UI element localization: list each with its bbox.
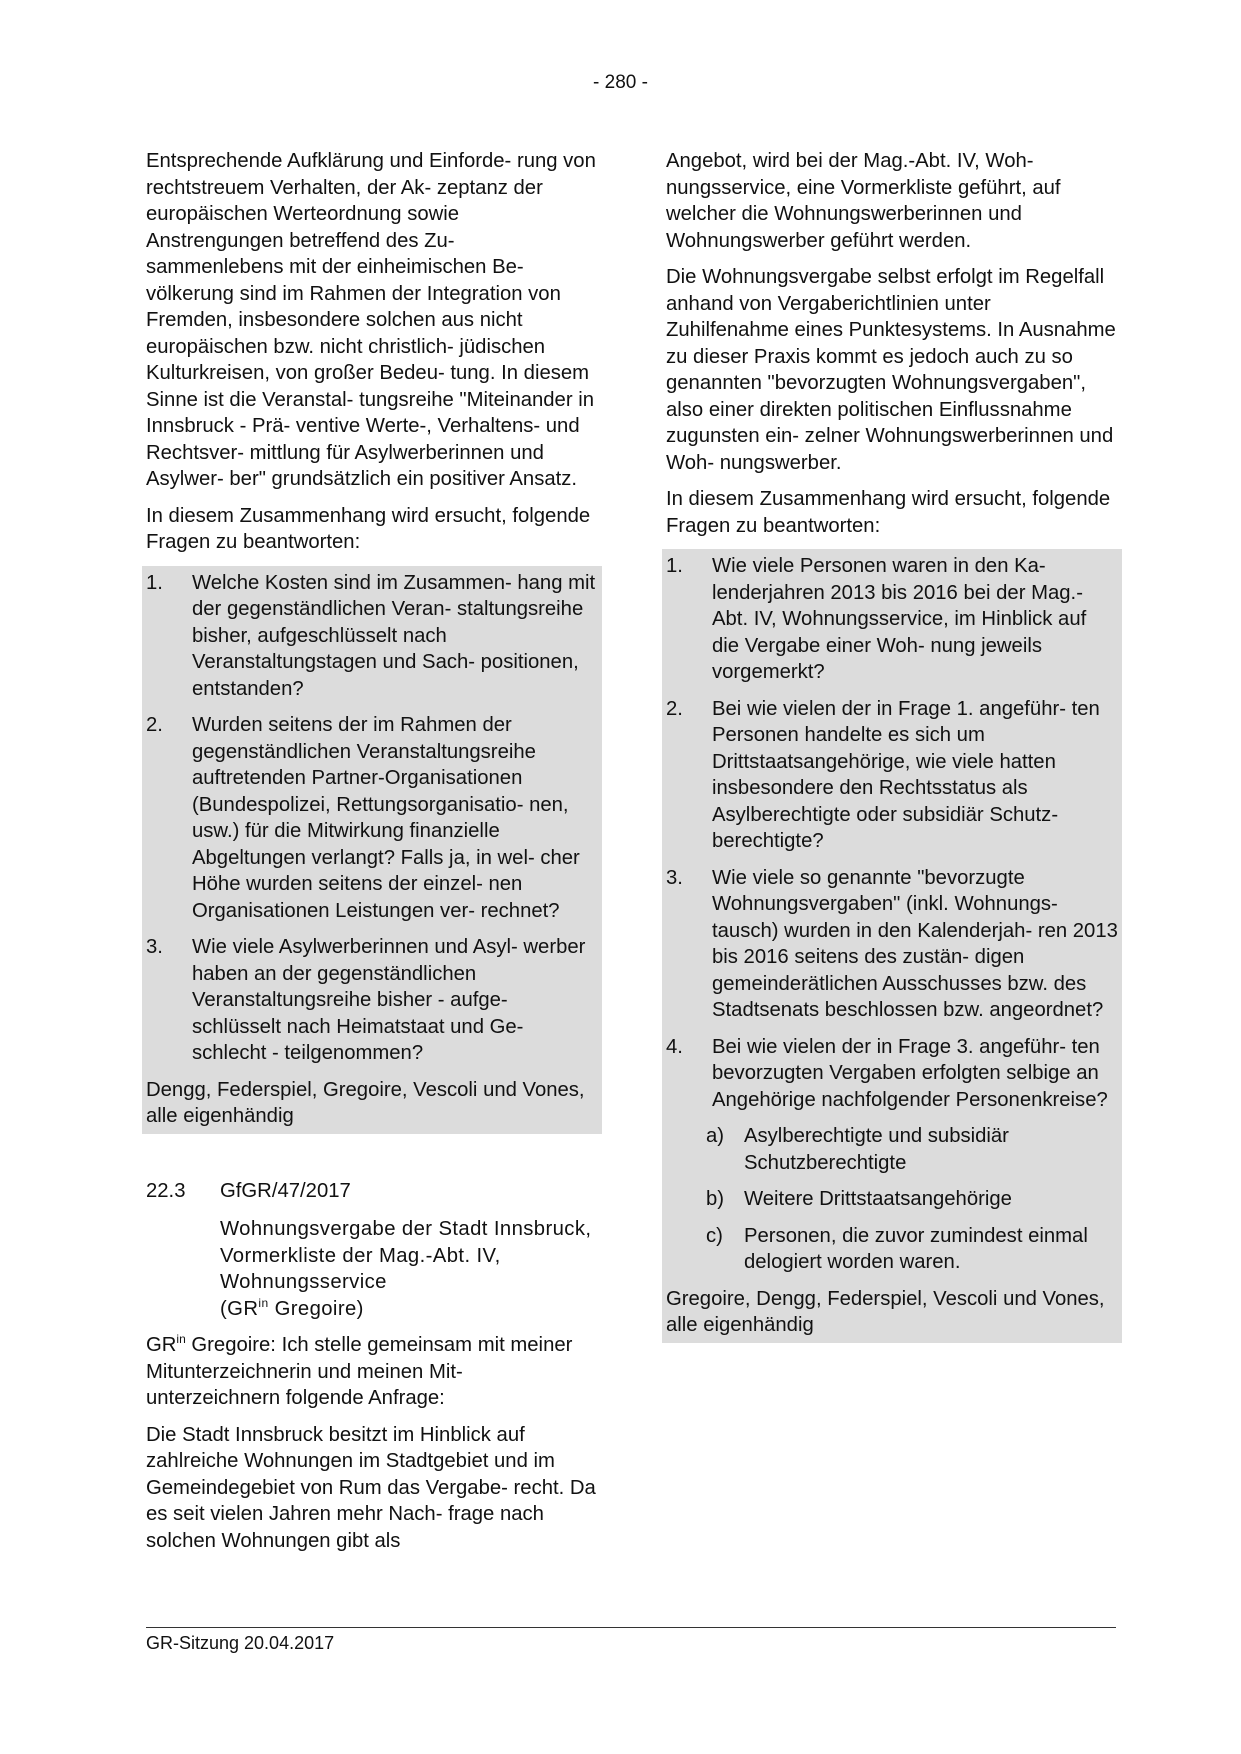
request-paragraph: In diesem Zusammenhang wird ersucht, folgende Fragen zu beantworten: [666, 488, 1111, 537]
question-text: Bei wie vielen der in Frage 1. angeführ- ten Personen handelte es sich um Drittstaatsangehörige, wie viele hatten insbesondere den Rechtsstatus als Asylberechtigte oder subsidiär Schutz- berechtigte? [712, 697, 1100, 852]
left-column [146, 148, 596, 1564]
question-number: 3. [146, 936, 163, 958]
question-item [666, 553, 1118, 686]
question-item [146, 712, 598, 924]
sub-item-text: Personen, die zuvor zumindest einmal delogiert worden waren. [744, 1224, 1088, 1273]
speaker-gr: GR [146, 1334, 177, 1356]
intro-paragraph: Entsprechende Aufklärung und Einforde- rung von rechtstreuem Verhalten, der Ak- zeptanz der europäischen Werteordnung sowie Anstrengungen betreffend des Zu- sammenlebens mit der einheimischen Be- völkerung sind im Rahmen der Integration von Fremden, insbesondere solchen aus nicht europäischen bzw. nicht christlich- jüdischen Kulturkreisen, von großer Bedeu- tung. In diesem Sinne ist die Veranstal- tungsreihe "Miteinander in Innsbruck - Prä- ventive Werte-, Verhaltens- und Rechtsver- mittlung für Asylwerberinnen und Asylwer- ber" grundsätzlich ein positiver Ansatz. [146, 150, 596, 490]
question-number: 3. [666, 866, 683, 889]
question-item [666, 865, 1118, 1024]
section-title-sup: in [258, 1295, 269, 1310]
section-title-gr: (GR [220, 1297, 259, 1320]
question-item [666, 696, 1118, 855]
section-title [146, 1216, 596, 1322]
intro-paragraph-2: Die Wohnungsvergabe selbst erfolgt im Regelfall anhand von Vergaberichtlinien unter Zuhilfenahme eines Punktesystems. In Ausnahme zu dieser Praxis kommt es jedoch auch zu so genannten "bevorzugten Wohnungsvergaben", also einer direkten politischen Einflussnahme zugunsten ein- zelner Wohnungswerberinnen und Woh- nungswerber. [666, 266, 1116, 474]
closing-paragraph: Die Stadt Innsbruck besitzt im Hinblick auf zahlreiche Wohnungen im Stadtgebiet und im Gemeindegebiet von Rum das Vergabe- recht. Da es seit vielen Jahren mehr Nach- frage nach solchen Wohnungen gibt als [146, 1423, 596, 1552]
sub-item [666, 1223, 1118, 1276]
speaker-text: Gregoire: Ich stelle gemeinsam mit meiner Mitunterzeichnerin und meinen Mit- unterzeichnern folgende Anfrage: [146, 1334, 573, 1409]
sub-item [666, 1186, 1118, 1213]
sub-item-letter: b) [706, 1188, 725, 1210]
question-text: Wurden seitens der im Rahmen der gegenständlichen Veranstaltungsreihe auftretenden Partner-Organisationen (Bundespolizei, Rettungsorganisatio- nen, usw.) für die Mitwirkung finanzielle Abgeltungen verlangt? Falls ja, in wel- cher Höhe wurden seitens der einzel- nen Organisationen Leistungen ver- rechnet? [192, 714, 580, 922]
section-title-name: Gregoire) [268, 1297, 364, 1320]
question-number: 1. [666, 555, 683, 577]
signature: Gregoire, Dengg, Federspiel, Vescoli und Vones, alle eigenhändig [666, 1287, 1105, 1336]
speaker-paragraph [146, 1332, 596, 1412]
question-text: Welche Kosten sind im Zusammen- hang mit der gegenständlichen Veran- staltungsreihe bisher, aufgeschlüsselt nach Veranstaltungstagen und Sach- positionen, entstanden? [192, 571, 596, 700]
section-code: GfGR/47/2017 [220, 1179, 351, 1202]
question-text: Bei wie vielen der in Frage 3. angeführ- ten bevorzugten Vergaben erfolgten selbige an Angehörige nachfolgender Personenkreise? [712, 1035, 1108, 1111]
sub-item-text: Weitere Drittstaatsangehörige [744, 1188, 1012, 1210]
sub-item-letter: a) [706, 1125, 725, 1147]
question-text: Wie viele Personen waren in den Ka- lenderjahren 2013 bis 2016 bei der Mag.-Abt. IV, Wohnungsservice, im Hinblick auf die Vergabe einer Woh- nung jeweils vorgemerkt? [712, 555, 1087, 683]
questions-block [142, 566, 602, 1134]
question-item [146, 570, 598, 703]
section-heading [146, 1178, 596, 1205]
question-number: 1. [146, 571, 163, 594]
section-title-text: Wohnungsvergabe der Stadt Innsbruck, Vormerkliste der Mag.-Abt. IV, Wohnungsservice [220, 1218, 592, 1293]
questions-block [662, 549, 1122, 1343]
intro-paragraph-1: Angebot, wird bei der Mag.-Abt. IV, Woh- nungsservice, eine Vormerkliste geführt, auf welcher die Wohnungswerberinnen und Wohnungswerber geführt werden. [666, 150, 1061, 252]
question-text: Wie viele so genannte "bevorzugte Wohnungsvergaben" (inkl. Wohnungs- tausch) wurden in den Kalenderjah- ren 2013 bis 2016 seitens des zustän- digen gemeinderätlichen Ausschusses bzw. des Stadtsenats beschlossen bzw. angeordnet? [712, 866, 1118, 1021]
right-column [666, 148, 1116, 1343]
page-number: - 280 - [593, 72, 648, 93]
footer-text: GR-Sitzung 20.04.2017 [146, 1633, 335, 1653]
question-text: Wie viele Asylwerberinnen und Asyl- werber haben an der gegenständlichen Veranstaltungsreihe bisher - aufge- schlüsselt nach Heimatstaat und Ge- schlecht - teilgenommen? [192, 936, 586, 1064]
question-number: 4. [666, 1035, 683, 1058]
signature: Dengg, Federspiel, Gregoire, Vescoli und Vones, alle eigenhändig [146, 1078, 585, 1127]
sub-item-text: Asylberechtigte und subsidiär Schutzberechtigte [744, 1125, 1009, 1174]
footer-divider [146, 1627, 1116, 1628]
speaker-sup: in [176, 1332, 186, 1347]
request-paragraph: In diesem Zusammenhang wird ersucht, folgende Fragen zu beantworten: [146, 504, 591, 553]
sub-item [666, 1123, 1118, 1176]
question-number: 2. [146, 714, 163, 736]
question-item [666, 1034, 1118, 1114]
question-item [146, 934, 598, 1067]
question-number: 2. [666, 697, 683, 720]
sub-item-letter: c) [706, 1224, 723, 1247]
section-number: 22.3 [146, 1179, 186, 1202]
